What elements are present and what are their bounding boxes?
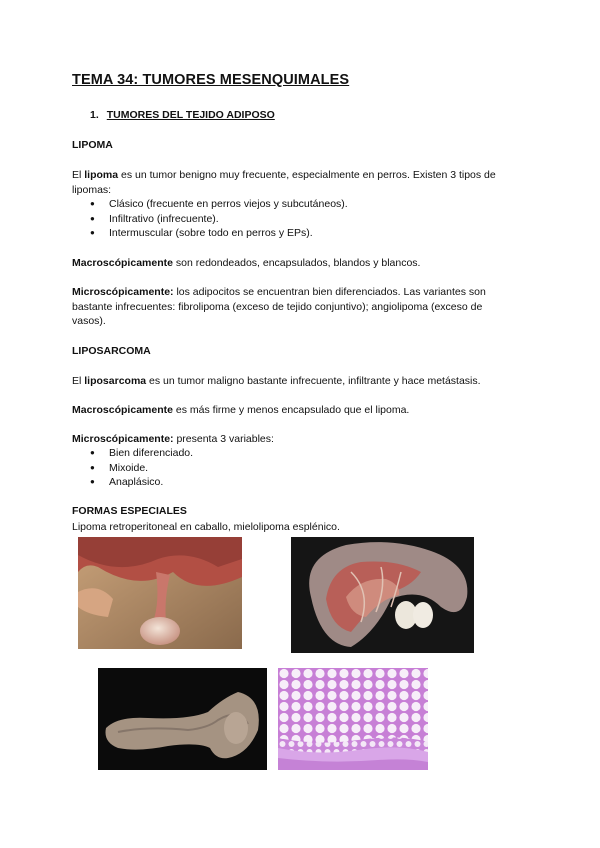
lipoma-macro (72, 256, 532, 271)
micro-text-line2: bastante infrecuentes: fibrolipoma (exceso de tejido conjuntivo); angiolipoma (exceso de (72, 300, 483, 313)
photo-pedunculated-lipoma (78, 537, 242, 649)
list-item: ● Intermuscular (sobre todo en perros y EPs). (90, 226, 348, 241)
lipoma-term: lipoma (84, 169, 119, 181)
macro-text: es más firme y menos encapsulado que el lipoma. (172, 404, 410, 416)
lipoma-intro-prefix: El (72, 169, 85, 181)
micro-text-line3: vasos). (72, 315, 106, 328)
photo-excised-liposarcoma (98, 668, 267, 770)
liposarcoma-intro-text: es un tumor maligno bastante infrecuente, infiltrante y hace metástasis. (146, 375, 481, 387)
section-title: TUMORES DEL TEJIDO ADIPOSO (106, 109, 275, 121)
liposarcoma-term: liposarcoma (84, 375, 147, 387)
micro-text: presenta 3 variables: (173, 433, 274, 445)
micro-label: Microscópicamente: (72, 286, 174, 298)
liposarcoma-intro (72, 374, 532, 389)
list-item: ● Infiltrativo (infrecuente). (90, 212, 348, 227)
micro-label: Microscópicamente: (72, 433, 174, 445)
liposarcoma-micro (72, 432, 532, 447)
photo-histology-adipocytes (278, 668, 428, 770)
lipoma-types-list (90, 197, 348, 241)
lipoma-micro (72, 285, 532, 329)
list-item: ● Anaplásico. (90, 475, 193, 490)
liposarcoma-variants-list (90, 446, 193, 490)
micro-text: los adipocitos se encuentran bien diferenciados. Las variantes son (173, 286, 486, 298)
macro-label: Macroscópicamente (72, 257, 173, 269)
macro-text: son redondeados, encapsulados, blandos y blancos. (172, 257, 421, 269)
page-title: TEMA 34: TUMORES MESENQUIMALES (72, 72, 350, 88)
special-forms-text: Lipoma retroperitoneal en caballo, mielolipoma esplénico. (72, 521, 340, 533)
lipoma-intro-line2: lipomas: (72, 183, 112, 196)
section-heading (90, 109, 275, 121)
lipoma-intro-text: es un tumor benigno muy frecuente, especialmente en perros. Existen 3 tipos de (118, 169, 496, 181)
liposarcoma-macro (72, 403, 532, 418)
photo-splenic-myelolipoma (291, 537, 474, 653)
list-item: ● Clásico (frecuente en perros viejos y subcutáneos). (90, 197, 348, 212)
macro-label: Macroscópicamente (72, 404, 173, 416)
list-item: ● Mixoide. (90, 461, 193, 476)
special-forms-heading: FORMAS ESPECIALES (72, 505, 187, 517)
liposarcoma-intro-prefix: El (72, 375, 85, 387)
lipoma-intro (72, 168, 532, 197)
liposarcoma-heading: LIPOSARCOMA (72, 345, 151, 357)
list-item: ● Bien diferenciado. (90, 446, 193, 461)
lipoma-heading: LIPOMA (72, 139, 113, 151)
section-number: 1. (90, 109, 99, 121)
